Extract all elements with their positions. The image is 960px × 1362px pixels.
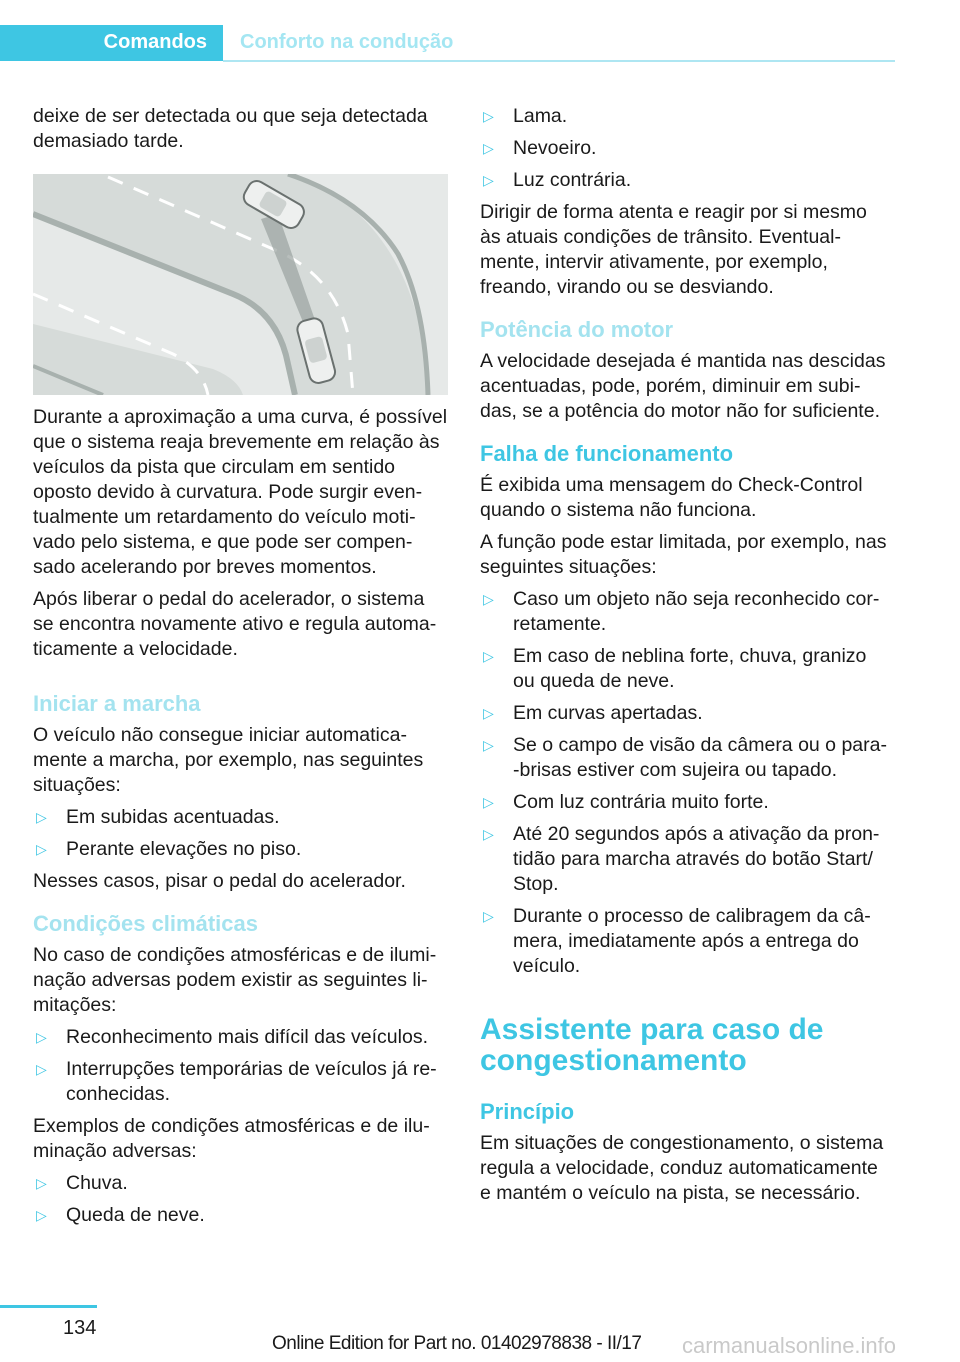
text-line: das, se a potência do motor não for suficiente. [480,400,880,422]
text-line: Em situações de congestionamento, o sistema [480,1132,884,1154]
bullet-triangle-icon: ▷ [483,648,494,664]
text-line: vado pelo sistema, e que pode ser compen- [33,531,413,553]
road-curve-illustration [33,174,448,395]
list-item [480,168,898,193]
text-line: Stop. [513,873,559,895]
list-item [33,1057,451,1107]
bullet-triangle-icon: ▷ [36,841,47,857]
list-item [480,701,898,726]
text-line: Nesses casos, pisar o pedal do acelerador. [33,870,406,892]
paragraph [33,723,451,798]
text-line: mente a marcha, por exemplo, nas seguintes [33,749,424,771]
bullet-triangle-icon: ▷ [483,826,494,842]
text-line: regula a velocidade, conduz automaticamente [480,1157,878,1179]
paragraph [33,104,451,154]
footer-divider [0,1305,97,1308]
text-line: congestionamento [480,1044,747,1077]
bullet-triangle-icon: ▷ [483,172,494,188]
paragraph [480,1131,898,1206]
text-line: ticamente a velocidade. [33,638,238,660]
text-line: A velocidade desejada é mantida nas descidas [480,350,886,372]
text-line: Com luz contrária muito forte. [513,791,769,813]
header-divider [223,60,895,62]
list-item [480,587,898,637]
bullet-triangle-icon: ▷ [483,591,494,607]
text-line: mera, imediatamente após a entrega do [513,930,859,952]
text-line: Reconhecimento mais difícil das veículos. [66,1026,428,1048]
paragraph [33,405,451,580]
text-line: e mantém o veículo na pista, se necessário. [480,1182,861,1204]
paragraph [480,530,898,580]
paragraph [33,1114,451,1164]
list-item [33,1171,451,1196]
bullet-triangle-icon: ▷ [36,809,47,825]
edition-text: Online Edition for Part no. 01402978838 - II/17 [272,1333,642,1354]
text-line: veículo. [513,955,581,977]
section-heading [33,908,451,940]
text-line: se encontra novamente ativo e regula automa- [33,613,437,635]
text-line: tidão para marcha através do botão Start/ [513,848,873,870]
section-title: Conforto na condução [240,31,454,53]
text-line: sado acelerando por breves momentos. [33,556,377,578]
paragraph [480,349,898,424]
tab-comandos[interactable] [0,25,223,61]
text-line: No caso de condições atmosféricas e de ilumi- [33,944,437,966]
paragraph [33,943,451,1018]
text-line: Princípio [480,1099,575,1124]
list-item [480,904,898,979]
text-line: ou queda de neve. [513,670,675,692]
text-line: veículos da pista que circulam em sentido [33,456,396,478]
text-line: conhecidas. [66,1083,171,1105]
text-line: Falha de funcionamento [480,441,734,466]
text-line: tualmente um retardamento do veículo moti- [33,506,416,528]
text-line: Caso um objeto não seja reconhecido cor- [513,588,880,610]
text-line: deixe de ser detectada ou que seja detectada [33,105,428,127]
text-line: Se o campo de visão da câmera ou o para- [513,734,887,756]
text-line: Potência do motor [480,317,674,342]
bullet-triangle-icon: ▷ [483,108,494,124]
text-line: demasiado tarde. [33,130,184,152]
text-line: acentuadas, pode, porém, diminuir em subi- [480,375,861,397]
list-item [33,805,451,830]
bullet-triangle-icon: ▷ [36,1175,47,1191]
text-line: retamente. [513,613,607,635]
text-line: Até 20 segundos após a ativação da pron- [513,823,880,845]
text-line: Durante a aproximação a uma curva, é possível [33,406,448,428]
paragraph [480,200,898,300]
text-line: nação adversas podem existir as seguintes li- [33,969,428,991]
text-line: Durante o processo de calibragem da câ- [513,905,871,927]
left-column [33,104,451,1235]
watermark: carmanualsonline.info [682,1333,897,1358]
paragraph [480,473,898,523]
right-column [480,104,898,1213]
text-line: Luz contrária. [513,169,632,191]
list-item [480,136,898,161]
bullet-triangle-icon: ▷ [483,908,494,924]
text-line: seguintes situações: [480,556,657,578]
list-item [480,104,898,129]
text-line: O veículo não consegue iniciar automatica- [33,724,407,746]
bullet-triangle-icon: ▷ [36,1029,47,1045]
section-heading [480,314,898,346]
section-heading [480,1096,898,1128]
text-line: freando, virando ou se desviando. [480,276,774,298]
list-item [480,733,898,783]
list-item [33,1203,451,1228]
text-line: quando o sistema não funciona. [480,499,757,521]
list-item [480,822,898,897]
text-line: que o sistema reaja brevemente em relação às [33,431,440,453]
section-heading [480,438,898,470]
bullet-triangle-icon: ▷ [483,705,494,721]
text-line: Dirigir de forma atenta e reagir por si mesmo [480,201,867,223]
bullet-triangle-icon: ▷ [483,140,494,156]
text-line: oposto devido à curvatura. Pode surgir even- [33,481,423,503]
text-line: Lama. [513,105,568,127]
list-item [33,1025,451,1050]
text-line: Interrupções temporárias de veículos já re- [66,1058,437,1080]
section-heading [480,1014,898,1076]
section-heading [33,688,451,720]
text-line: Nevoeiro. [513,137,597,159]
text-line: Perante elevações no piso. [66,838,302,860]
list-item [480,790,898,815]
text-line: mente, intervir ativamente, por exemplo, [480,251,828,273]
bullet-triangle-icon: ▷ [36,1207,47,1223]
text-line: Queda de neve. [66,1204,205,1226]
text-line: -brisas estiver com sujeira ou tapado. [513,759,838,781]
text-line: A função pode estar limitada, por exemplo, nas [480,531,887,553]
bullet-triangle-icon: ▷ [36,1061,47,1077]
bullet-triangle-icon: ▷ [483,794,494,810]
text-line: Em caso de neblina forte, chuva, granizo [513,645,867,667]
page-number: 134 [63,1317,97,1339]
text-line: situações: [33,774,121,796]
text-line: Após liberar o pedal do acelerador, o sistema [33,588,425,610]
list-item [480,644,898,694]
tab-label: Comandos [103,31,207,53]
paragraph [33,869,451,894]
text-line: Em curvas apertadas. [513,702,703,724]
text-line: às atuais condições de trânsito. Eventual- [480,226,841,248]
text-line: Em subidas acentuadas. [66,806,280,828]
text-line: É exibida uma mensagem do Check-Control [480,474,863,496]
bullet-triangle-icon: ▷ [483,737,494,753]
text-line: Iniciar a marcha [33,691,201,716]
text-line: Chuva. [66,1172,128,1194]
list-item [33,837,451,862]
text-line: Exemplos de condições atmosféricas e de ilu- [33,1115,430,1137]
text-line: minação adversas: [33,1140,197,1162]
text-line: Condições climáticas [33,911,258,936]
text-line: mitações: [33,994,117,1016]
paragraph [33,587,451,662]
text-line: Assistente para caso de [480,1013,824,1046]
